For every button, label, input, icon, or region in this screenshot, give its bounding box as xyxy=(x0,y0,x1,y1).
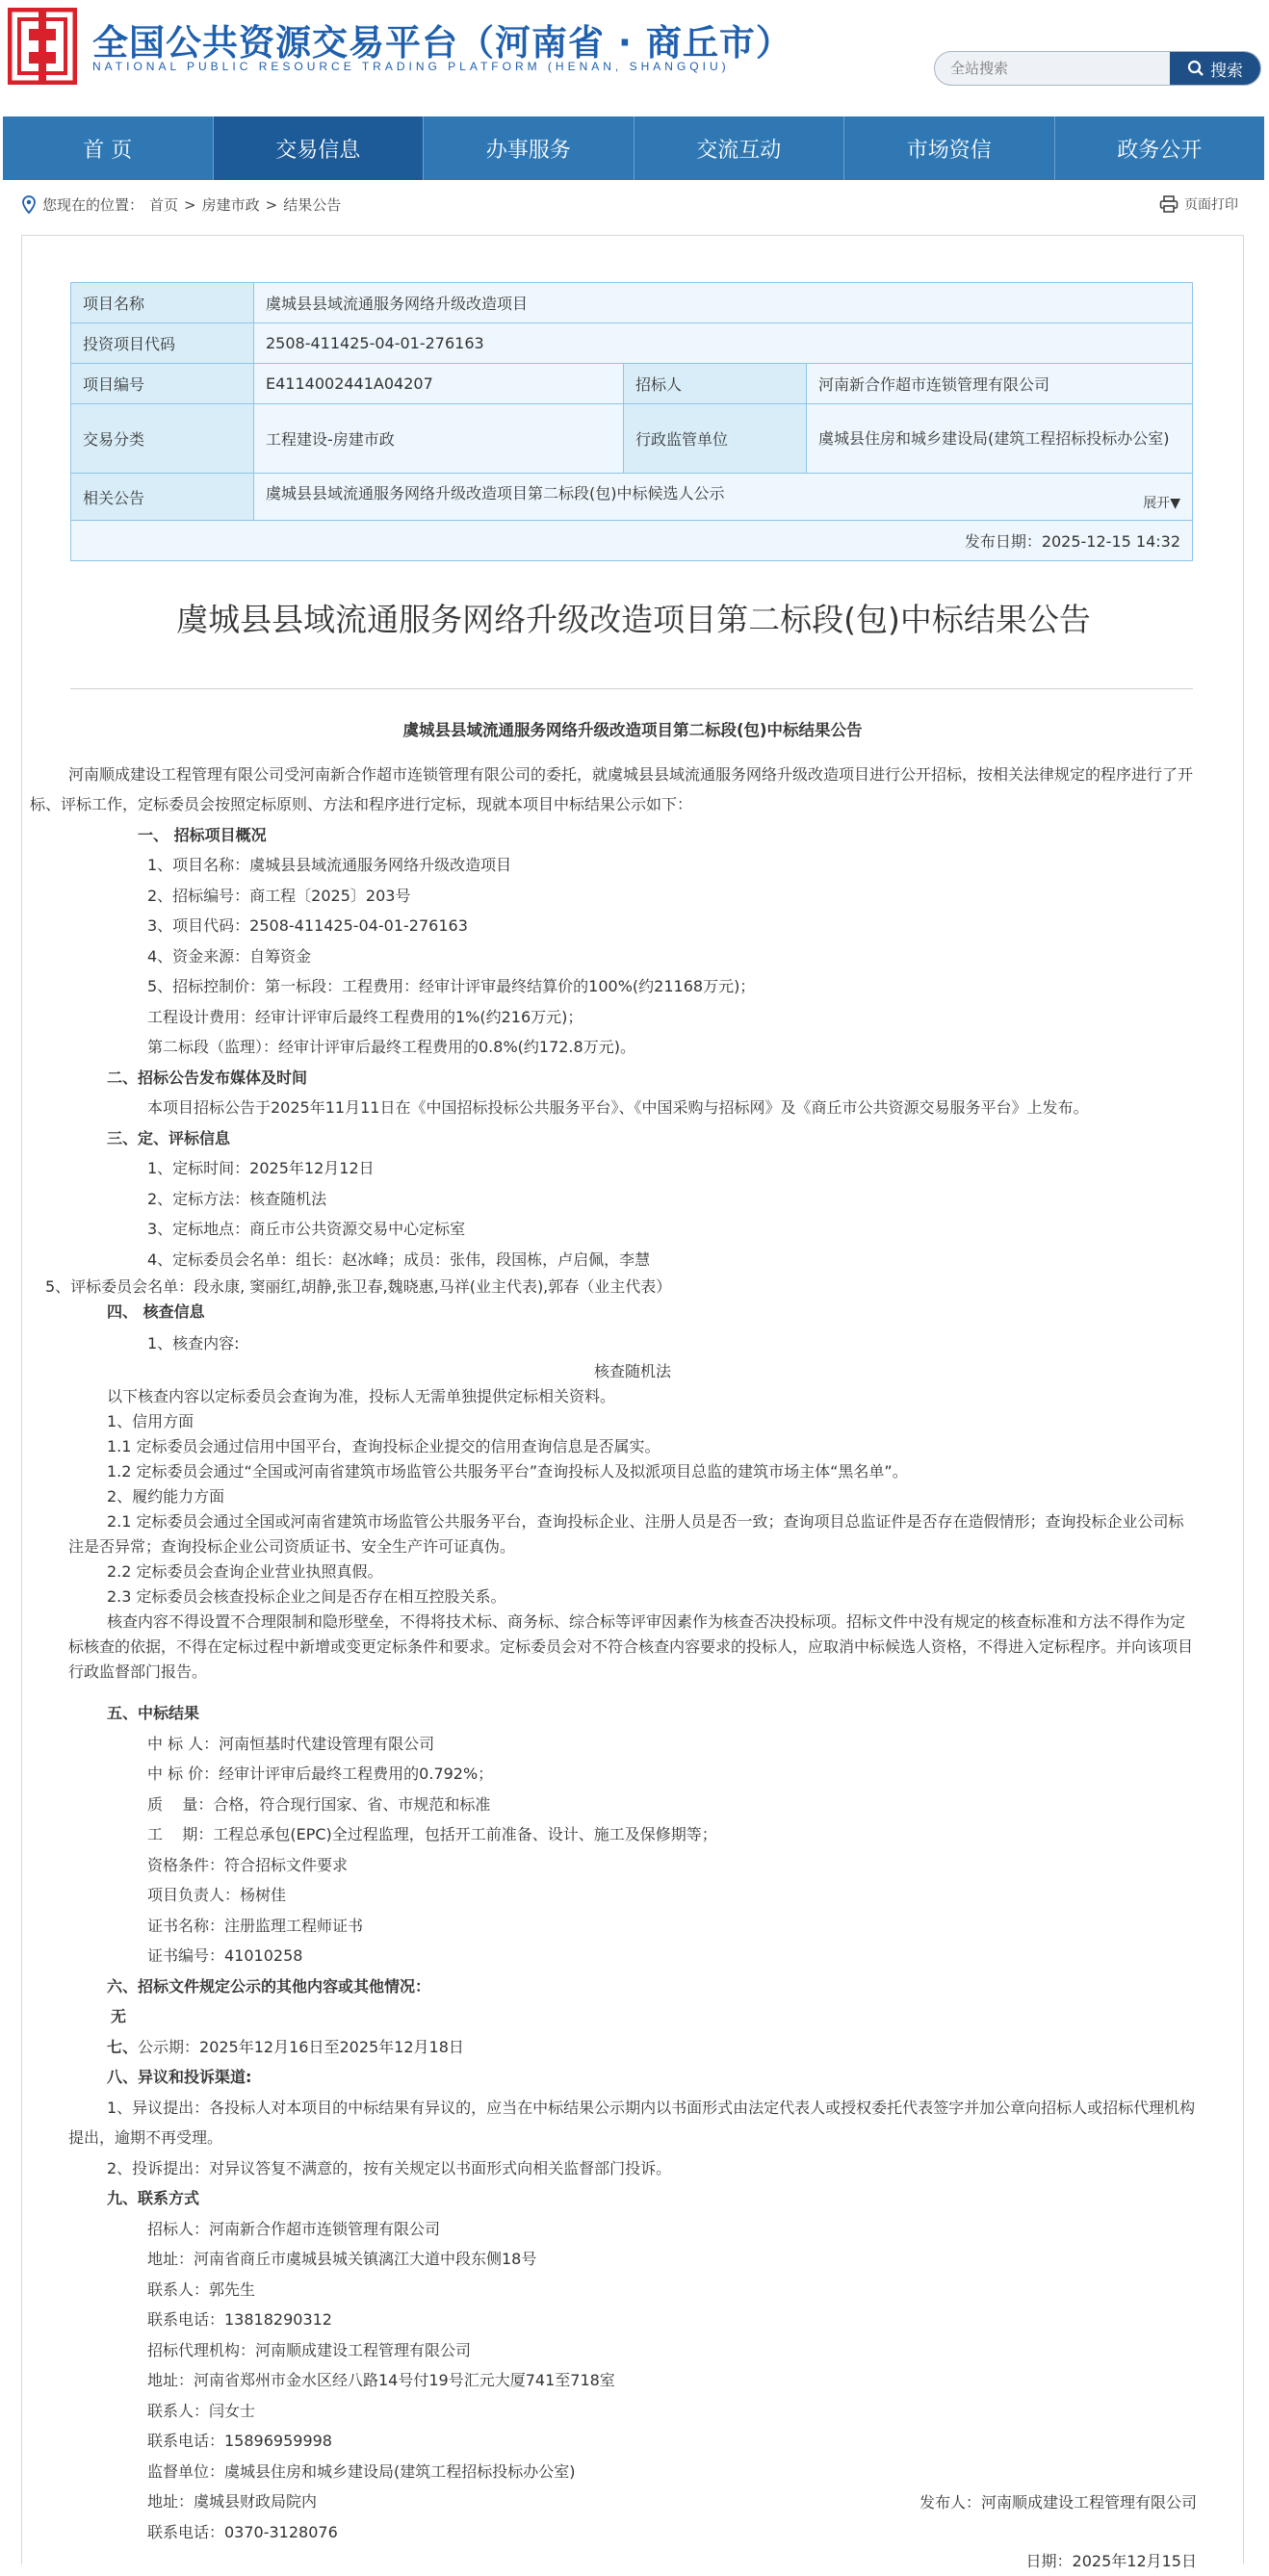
breadcrumb-separator: > xyxy=(266,196,278,214)
section-3-item: 4、定标委员会名单：组长：赵冰峰；成员：张伟，段国栋，卢启佩，李慧 xyxy=(68,1245,1197,1275)
publish-date: 发布日期：2025-12-15 14:32 xyxy=(71,521,1193,561)
site-header xyxy=(0,0,1269,116)
printer-icon xyxy=(1159,195,1178,213)
section-4-body xyxy=(68,1325,1197,1685)
section-4-item: 1.2 定标委员会通过“全国或河南省建筑市场监管公共服务平台”查询投标人及拟派项目总监的建筑市场主体“黑名单”。 xyxy=(68,1459,1197,1484)
section-5-item: 项目负责人：杨树佳 xyxy=(68,1880,1197,1911)
section-1-item: 1、项目名称：虞城县县域流通服务网络升级改造项目 xyxy=(68,850,1197,881)
search-button-label: 搜索 xyxy=(1210,57,1243,81)
article-intro: 河南顺成建设工程管理有限公司受河南新合作超市连锁管理有限公司的委托，就虞城县县域流通服务网络升级改造项目进行公开招标，按相关法律规定的程序进行了开标、评标工作，定标委员会按照定标原则、方法和程序进行定标，现就本项目中标结果公示如下： xyxy=(30,760,1197,820)
contact-line: 联系人：郭先生 xyxy=(68,2275,1197,2306)
project-name-value: 虞城县县域流通服务网络升级改造项目 xyxy=(254,283,1193,323)
tenderer-label: 招标人 xyxy=(624,364,807,404)
section-1-heading: 一、 招标项目概况 xyxy=(68,820,1197,851)
contact-line: 地址：河南省郑州市金水区经八路14号付19号汇元大厦741至718室 xyxy=(68,2365,1197,2396)
print-label: 页面打印 xyxy=(1184,194,1238,214)
nav-trade-info[interactable]: 交易信息 xyxy=(214,116,425,180)
expand-toggle[interactable]: 展开▼ xyxy=(1143,493,1180,512)
section-4-item: 核查内容不得设置不合理限制和隐形壁垒，不得将技术标、商务标、综合标等评审因素作为核查否决投标项。招标文件中没有规定的核查标准和方法不得作为定标核查的依据，不得在定标过程中新增或变更定标条件和要求。定标委员会对不符合核查内容要求的投标人，应取消中标候选人资格，不得进入定标程序。并向该项目行政监督部门报告。 xyxy=(68,1610,1197,1685)
section-8-heading: 八、异议和投诉渠道: xyxy=(68,2062,1197,2093)
section-8-item: 1、异议提出：各投标人对本项目的中标结果有异议的，应当在中标结果公示期内以书面形式由法定代表人或授权委托代表签字并加公章向招标人或招标代理机构提出，逾期不再受理。 xyxy=(68,2093,1197,2153)
project-no-value: E4114002441A04207 xyxy=(254,364,624,404)
section-4-item: 1.1 定标委员会通过信用中国平台，查询投标企业提交的信用查询信息是否属实。 xyxy=(68,1434,1197,1459)
search-button[interactable] xyxy=(1170,52,1260,85)
check-method: 核查随机法 xyxy=(68,1359,1197,1384)
notice-article xyxy=(68,715,1197,2547)
breadcrumb-prefix: 您现在的位置： xyxy=(42,194,143,215)
section-4-item: 1、信用方面 xyxy=(68,1409,1197,1434)
section-6-text: 无 xyxy=(68,2001,1197,2032)
invest-code-value: 2508-411425-04-01-276163 xyxy=(254,323,1193,364)
section-5-item: 中 标 价：经审计评审后最终工程费用的0.792%； xyxy=(68,1759,1197,1790)
supervisor-value: 虞城县住房和城乡建设局(建筑工程招标投标办公室) xyxy=(807,404,1193,474)
invest-code-label: 投资项目代码 xyxy=(71,323,254,364)
nav-market-credit[interactable]: 市场资信 xyxy=(844,116,1055,180)
section-1-item: 第二标段（监理）：经审计评审后最终工程费用的0.8%(约172.8万元)。 xyxy=(68,1032,1197,1063)
section-4-item: 以下核查内容以定标委员会查询为准，投标人无需单独提供定标相关资料。 xyxy=(68,1384,1197,1409)
section-1-item: 3、项目代码：2508-411425-04-01-276163 xyxy=(68,911,1197,941)
contact-line: 监督单位：虞城县住房和城乡建设局(建筑工程招标投标办公室) xyxy=(68,2457,1197,2487)
contact-line: 联系电话：13818290312 xyxy=(68,2305,1197,2335)
publisher: 发布人：河南顺成建设工程管理有限公司 xyxy=(919,2487,1197,2518)
section-3-item: 1、定标时间：2025年12月12日 xyxy=(68,1153,1197,1184)
tenderer-value: 河南新合作超市连锁管理有限公司 xyxy=(807,364,1193,404)
section-5-item: 证书名称：注册监理工程师证书 xyxy=(68,1911,1197,1942)
section-5-item: 资格条件：符合招标文件要求 xyxy=(68,1850,1197,1881)
search-box xyxy=(934,51,1261,86)
platform-logo-icon xyxy=(8,8,77,85)
breadcrumb-separator: > xyxy=(184,196,196,214)
contact-line: 地址：虞城县财政局院内 xyxy=(68,2486,1197,2517)
section-1-item: 4、资金来源：自筹资金 xyxy=(68,941,1197,972)
related-notice-cell xyxy=(254,474,1193,521)
search-icon xyxy=(1187,60,1204,77)
section-5-item: 工 期：工程总承包(EPC)全过程监理，包括开工前准备、设计、施工及保修期等； xyxy=(68,1819,1197,1850)
trade-type-value: 工程建设-房建市政 xyxy=(254,404,624,474)
section-7-number: 七、 xyxy=(107,2038,138,2056)
project-info-table xyxy=(70,282,1193,561)
nav-services[interactable]: 办事服务 xyxy=(424,116,634,180)
section-2-text: 本项目招标公告于2025年11月11日在《中国招标投标公共服务平台》、《中国采购与招标网》及《商丘市公共资源交易服务平台》上发布。 xyxy=(68,1093,1197,1123)
nav-interaction[interactable]: 交流互动 xyxy=(634,116,845,180)
contact-block xyxy=(68,2214,1197,2548)
section-8-item: 2、投诉提出：对异议答复不满意的，按有关规定以书面形式向相关监督部门投诉。 xyxy=(68,2153,1197,2184)
section-7-text: 公示期：2025年12月16日至2025年12月18日 xyxy=(138,2038,464,2056)
related-notice-label: 相关公告 xyxy=(71,474,254,521)
contact-line: 联系电话：0370-3128076 xyxy=(68,2517,1197,2548)
section-6-heading: 六、招标文件规定公示的其他内容或其他情况： xyxy=(68,1971,1197,2002)
supervisor-label: 行政监管单位 xyxy=(624,404,807,474)
section-4-item: 2.1 定标委员会通过全国或河南省建筑市场监管公共服务平台，查询投标企业、注册人员是否一致；查询项目总监证件是否存在造假情形；查询投标企业公司标注是否异常；查询投标企业公司资质证书、安全生产许可证真伪。 xyxy=(68,1509,1197,1559)
section-2-heading: 二、招标公告发布媒体及时间 xyxy=(68,1063,1197,1094)
breadcrumb-row xyxy=(0,189,1269,223)
section-3-item: 3、定标地点：商丘市公共资源交易中心定标室 xyxy=(68,1214,1197,1245)
section-4-item: 2.2 定标委员会查询企业营业执照真假。 xyxy=(68,1559,1197,1584)
breadcrumb xyxy=(21,194,341,215)
section-4-item: 2、履约能力方面 xyxy=(68,1484,1197,1509)
section-4-item: 2.3 定标委员会核查投标企业之间是否存在相互控股关系。 xyxy=(68,1584,1197,1610)
section-3-heading: 三、定、评标信息 xyxy=(68,1123,1197,1154)
search-input[interactable] xyxy=(935,52,1172,85)
section-3-item: 2、定标方法：核查随机法 xyxy=(68,1184,1197,1215)
section-5-heading: 五、中标结果 xyxy=(68,1698,1197,1729)
breadcrumb-home[interactable]: 首页 xyxy=(149,194,178,215)
article-title: 虞城县县域流通服务网络升级改造项目第二标段(包)中标结果公告 xyxy=(68,715,1197,746)
main-nav xyxy=(3,116,1264,180)
section-7-line xyxy=(68,2032,1197,2063)
contact-line: 招标人：河南新合作超市连锁管理有限公司 xyxy=(68,2214,1197,2245)
section-1-item: 2、招标编号：商工程〔2025〕203号 xyxy=(68,881,1197,912)
contact-line: 招标代理机构：河南顺成建设工程管理有限公司 xyxy=(68,2335,1197,2366)
breadcrumb-result[interactable]: 结果公告 xyxy=(283,194,341,215)
location-pin-icon xyxy=(21,195,37,215)
section-9-heading: 九、联系方式 xyxy=(68,2183,1197,2214)
project-name-label: 项目名称 xyxy=(71,283,254,323)
contact-line: 地址：河南省商丘市虞城县城关镇漓江大道中段东侧18号 xyxy=(68,2244,1197,2275)
section-5-item: 证书编号：41010258 xyxy=(68,1941,1197,1971)
related-notice-link[interactable]: 虞城县县域流通服务网络升级改造项目第二标段(包)中标候选人公示 xyxy=(266,484,725,502)
project-no-label: 项目编号 xyxy=(71,364,254,404)
page-title: 虞城县县域流通服务网络升级改造项目第二标段(包)中标结果公告 xyxy=(22,595,1245,640)
section-3-item: 5、评标委员会名单：段永康, 窦丽红,胡静,张卫春,魏晓惠,马祥(业主代表),郭春（业主代表） xyxy=(45,1275,1197,1300)
section-5-item: 中 标 人：河南恒基时代建设管理有限公司 xyxy=(68,1729,1197,1760)
section-4-heading: 四、 核查信息 xyxy=(68,1300,1197,1325)
section-1-item: 5、招标控制价：第一标段：工程费用：经审计评审最终结算价的100%(约21168万元)； xyxy=(68,971,1197,1002)
section-4-item: 1、核查内容: xyxy=(68,1328,1197,1359)
contact-line: 联系人：闫女士 xyxy=(68,2396,1197,2427)
content-panel xyxy=(21,235,1244,2564)
section-1-item: 工程设计费用：经审计评审后最终工程费用的1%(约216万元)； xyxy=(68,1002,1197,1033)
site-title-english: NATIONAL PUBLIC RESOURCE TRADING PLATFORM (HENAN, SHANGQIU) xyxy=(92,60,730,73)
site-title: 全国公共资源交易平台（河南省 · 商丘市） xyxy=(92,13,792,65)
breadcrumb-housing[interactable]: 房建市政 xyxy=(202,194,260,215)
nav-government-affairs[interactable]: 政务公开 xyxy=(1055,116,1265,180)
trade-type-label: 交易分类 xyxy=(71,404,254,474)
section-5-item: 质 量：合格，符合现行国家、省、市规范和标准 xyxy=(68,1790,1197,1820)
contact-line: 联系电话：15896959998 xyxy=(68,2426,1197,2457)
nav-home[interactable]: 首 页 xyxy=(3,116,214,180)
publish-date-footer: 日期：2025年12月15日 xyxy=(1026,2546,1197,2576)
title-divider xyxy=(70,688,1193,689)
print-button[interactable] xyxy=(1159,194,1238,214)
